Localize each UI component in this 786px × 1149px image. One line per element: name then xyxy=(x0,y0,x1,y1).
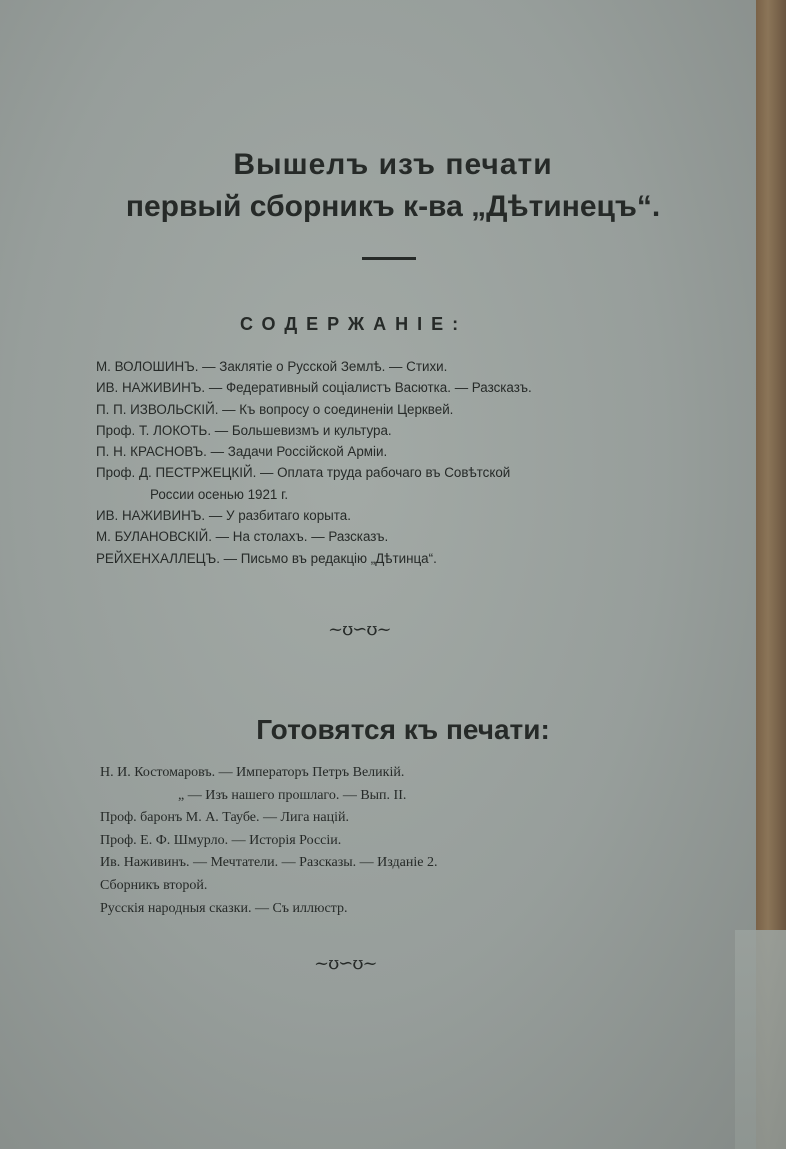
ornament-divider-bottom: ~ʊ∽ʊ~ xyxy=(314,953,377,974)
contents-item: П. Н. КРАСНОВЪ. — Задачи Россійской Арміи. xyxy=(96,444,388,460)
contents-item: М. БУЛАНОВСКІЙ. — На столахъ. — Разсказъ. xyxy=(96,529,389,545)
contents-item: ИВ. НАЖИВИНЪ. — Федеративный соціалистъ Васютка. — Разсказъ. xyxy=(96,380,532,396)
contents-item: М. ВОЛОШИНЪ. — Заклятіе о Русской Землѣ. — Стихи. xyxy=(96,359,448,374)
contents-item: П. П. ИЗВОЛЬСКІЙ. — Къ вопросу о соединеніи Церквей. xyxy=(96,401,454,417)
divider-rule xyxy=(362,257,416,260)
prep-item: Русскія народныя сказки. — Съ иллюстр. xyxy=(100,900,348,916)
ornament-divider: ~ʊ∽ʊ~ xyxy=(328,619,391,640)
prep-item: Н. И. Костомаровъ. — Императоръ Петръ Великій. xyxy=(100,765,405,780)
heading-in-preparation: Готовятся къ печати: xyxy=(256,714,550,745)
prep-item: „ — Изъ нашего прошлаго. — Вып. II. xyxy=(178,787,407,803)
in-preparation-list xyxy=(100,762,660,920)
prep-item: Проф. Е. Ф. Шмурло. — Исторія Россіи. xyxy=(100,832,342,848)
prep-item: Ив. Наживинъ. — Мечтатели. — Разсказы. — Изданіе 2. xyxy=(100,855,438,871)
contents-item: ИВ. НАЖИВИНЪ. — У разбитаго корыта. xyxy=(96,508,351,524)
contents-item: Проф. Т. ЛОКОТЬ. — Большевизмъ и культура. xyxy=(96,422,392,438)
heading-first-collection: первый сборникъ к-ва „Дѣтинецъ“. xyxy=(125,190,661,223)
prep-item: Проф. баронъ М. А. Таубе. — Лига націй. xyxy=(100,810,350,826)
prep-item: Сборникъ второй. xyxy=(100,877,208,893)
contents-item-continuation: России осенью 1921 г. xyxy=(150,486,289,502)
contents-title: СОДЕРЖАНІЕ: xyxy=(240,314,468,334)
heading-published: Вышелъ изъ печати xyxy=(233,148,553,181)
contents-list xyxy=(96,356,696,569)
spine-paper-patch xyxy=(735,930,786,1149)
contents-item: РЕЙХЕНХАЛЛЕЦЪ. — Письмо въ редакцію „Дѣтинца“. xyxy=(96,550,437,566)
contents-item: Проф. Д. ПЕСТРЖЕЦКІЙ. — Оплата труда рабочаго въ Совѣтской xyxy=(96,465,511,481)
